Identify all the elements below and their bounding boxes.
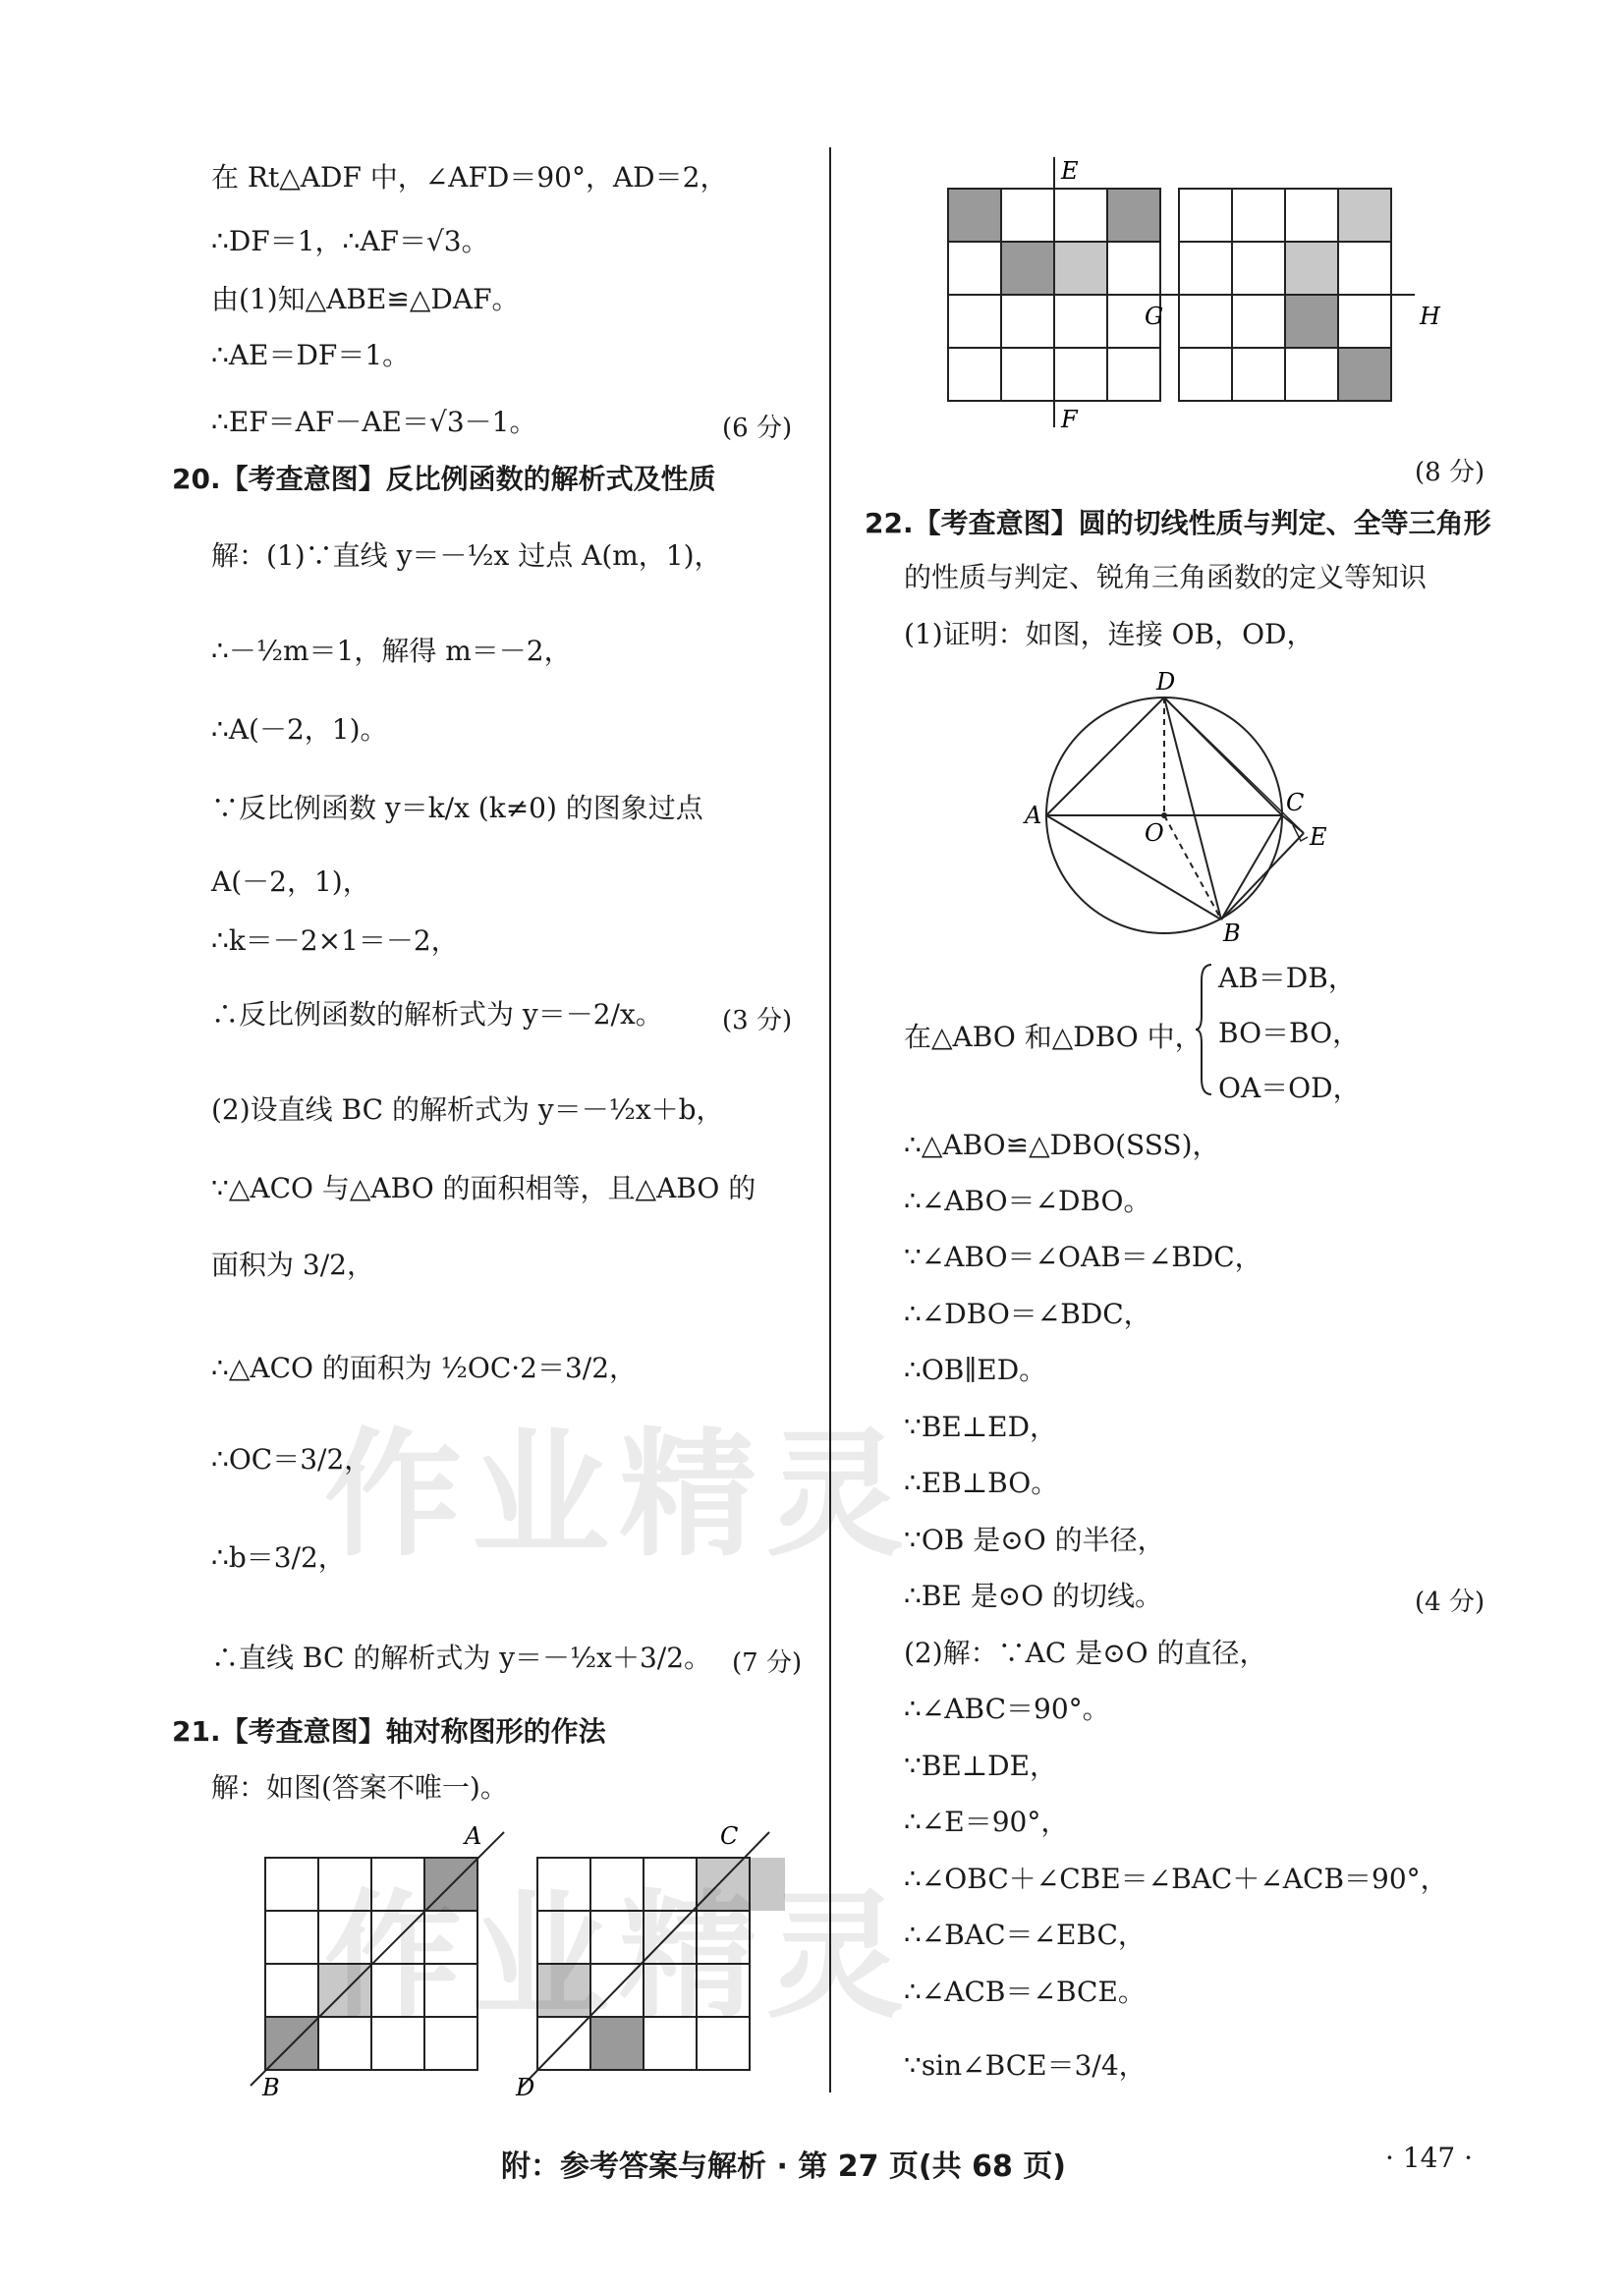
- symmetry-grid-2: [506, 1822, 771, 2101]
- text-line: (2)解：∵AC 是⊙O 的直径，: [904, 1637, 1267, 1669]
- shaded-cell: [537, 1964, 590, 2017]
- text-line: 的性质与判定、锐角三角函数的定义等知识: [904, 561, 1428, 593]
- page-number: · 147 ·: [1385, 2142, 1474, 2174]
- label-E: E: [1310, 823, 1327, 851]
- text-line: ∴△ACO 的面积为 ½OC·2＝3/2，: [211, 1352, 638, 1384]
- watermark: 作业精灵: [324, 1416, 915, 1576]
- text-line: ∴∠ABO＝∠DBO。: [904, 1185, 1151, 1217]
- q22-title: 22.【考查意图】圆的切线性质与判定、全等三角形: [865, 507, 1491, 539]
- text-line: ∴∠ACB＝∠BCE。: [904, 1976, 1146, 2008]
- text-line: (1)证明：如图，连接 OB，OD，: [904, 618, 1315, 650]
- text-line: ∵BE⊥ED，: [904, 1411, 1058, 1443]
- q21-title: 21.【考查意图】轴对称图形的作法: [172, 1715, 606, 1748]
- score: (3 分): [722, 1006, 793, 1035]
- label-A: A: [1025, 802, 1042, 829]
- symmetry-grid-1: [251, 1822, 506, 2101]
- footer-title: 附：参考答案与解析 · 第 27 页(共 68 页): [501, 2149, 1066, 2184]
- text-line: 在 Rt△ADF 中，∠AFD＝90°，AD＝2，: [211, 161, 728, 194]
- text-line: ∵反比例函数 y＝k/x (k≠0) 的图象过点: [211, 792, 703, 824]
- label-B: B: [1223, 920, 1241, 947]
- symmetry-axis: [521, 1832, 769, 2088]
- text-line: ∴△ABO≌△DBO(SSS)，: [904, 1129, 1220, 1161]
- text-line: 解：(1)∵直线 y＝－½x 过点 A(m，1)，: [211, 539, 722, 572]
- text-line: 面积为 3/2，: [211, 1249, 374, 1281]
- shaded-cell: [1338, 348, 1391, 401]
- text-line: (2)设直线 BC 的解析式为 y＝－½x＋b，: [211, 1093, 724, 1126]
- text-line: ∴OC＝3/2，: [211, 1443, 372, 1476]
- text-line: 由(1)知△ABE≌△DAF。: [211, 283, 520, 315]
- label-B: B: [262, 2074, 280, 2101]
- shaded-cell: [697, 1858, 750, 1911]
- label-H: H: [1420, 303, 1440, 330]
- text-line: ∴EF＝AF－AE＝√3－1。: [211, 406, 537, 438]
- label-D: D: [1156, 668, 1176, 696]
- text-line: ∴OB∥ED。: [904, 1354, 1047, 1386]
- text-line: ∵sin∠BCE＝3/4，: [904, 2049, 1147, 2082]
- text-line: ∵∠ABO＝∠OAB＝∠BDC，: [904, 1241, 1262, 1273]
- text-line: 在△ABO 和△DBO 中，: [904, 1021, 1203, 1053]
- label-C: C: [720, 1822, 739, 1850]
- label-D: D: [516, 2074, 535, 2101]
- text-line: ∴EB⊥BO。: [904, 1467, 1059, 1499]
- q20-title: 20.【考查意图】反比例函数的解析式及性质: [172, 463, 716, 495]
- text-line: ∵OB 是⊙O 的半径，: [904, 1524, 1165, 1556]
- system-line: AB＝DB，: [1218, 962, 1356, 994]
- text-line: ∴∠DBO＝∠BDC，: [904, 1298, 1151, 1330]
- score: (8 分): [1415, 458, 1485, 487]
- text-line: ∴∠BAC＝∠EBC，: [904, 1919, 1146, 1951]
- label-G: G: [1145, 303, 1164, 330]
- text-line: ∴A(－2，1)。: [211, 713, 388, 746]
- shaded-cell: [948, 189, 1001, 242]
- text-line: ∴∠ABC＝90°。: [904, 1693, 1110, 1725]
- symmetry-grid-4: [1145, 157, 1449, 413]
- text-line: ∴k＝－2×1＝－2，: [211, 924, 459, 957]
- label-F: F: [1061, 406, 1078, 433]
- shaded-cell: [1107, 189, 1160, 242]
- shaded-cell: [1054, 242, 1107, 295]
- text-line: ∵△ACO 与△ABO 的面积相等，且△ABO 的: [211, 1172, 756, 1204]
- text-line: ∴b＝3/2，: [211, 1541, 346, 1574]
- score: (6 分): [722, 414, 793, 443]
- shaded-cell: [1338, 189, 1391, 242]
- score: (7 分): [732, 1648, 803, 1678]
- text-line: ∴DF＝1，∴AF＝√3。: [211, 225, 489, 257]
- text-line: ∴∠E＝90°，: [904, 1806, 1069, 1838]
- text-line: ∴－½m＝1，解得 m＝－2，: [211, 635, 572, 667]
- column-divider: [829, 147, 831, 2092]
- system-line: BO＝BO，: [1218, 1017, 1361, 1049]
- text-line: ∴∠OBC＋∠CBE＝∠BAC＋∠ACB＝90°，: [904, 1863, 1448, 1895]
- text-line: ∴BE 是⊙O 的切线。: [904, 1580, 1163, 1612]
- label-E: E: [1061, 157, 1079, 185]
- text-line: ∴反比例函数的解析式为 y＝－2/x。: [211, 998, 663, 1031]
- system-line: OA＝OD，: [1218, 1072, 1361, 1104]
- shaded-cell: [1285, 295, 1338, 348]
- watermark: 作业精灵: [324, 1877, 915, 2037]
- label-O: O: [1145, 819, 1164, 847]
- text-line: 解：如图(答案不唯一)。: [211, 1771, 508, 1804]
- symmetry-grid-3: [943, 157, 1169, 432]
- text-line: A(－2，1)，: [211, 865, 370, 898]
- shaded-cell: [1285, 242, 1338, 295]
- shaded-cell: [1001, 242, 1054, 295]
- text-line: ∴直线 BC 的解析式为 y＝－½x＋3/2。: [211, 1642, 712, 1674]
- label-A: A: [465, 1822, 482, 1850]
- score: (4 分): [1415, 1588, 1485, 1617]
- brace-icon: [1196, 961, 1215, 1098]
- text-line: ∵BE⊥DE，: [904, 1750, 1058, 1782]
- label-C: C: [1286, 789, 1305, 816]
- text-line: ∴AE＝DF＝1。: [211, 339, 411, 371]
- circle-figure: [1025, 668, 1331, 947]
- shaded-cell: [590, 2017, 644, 2070]
